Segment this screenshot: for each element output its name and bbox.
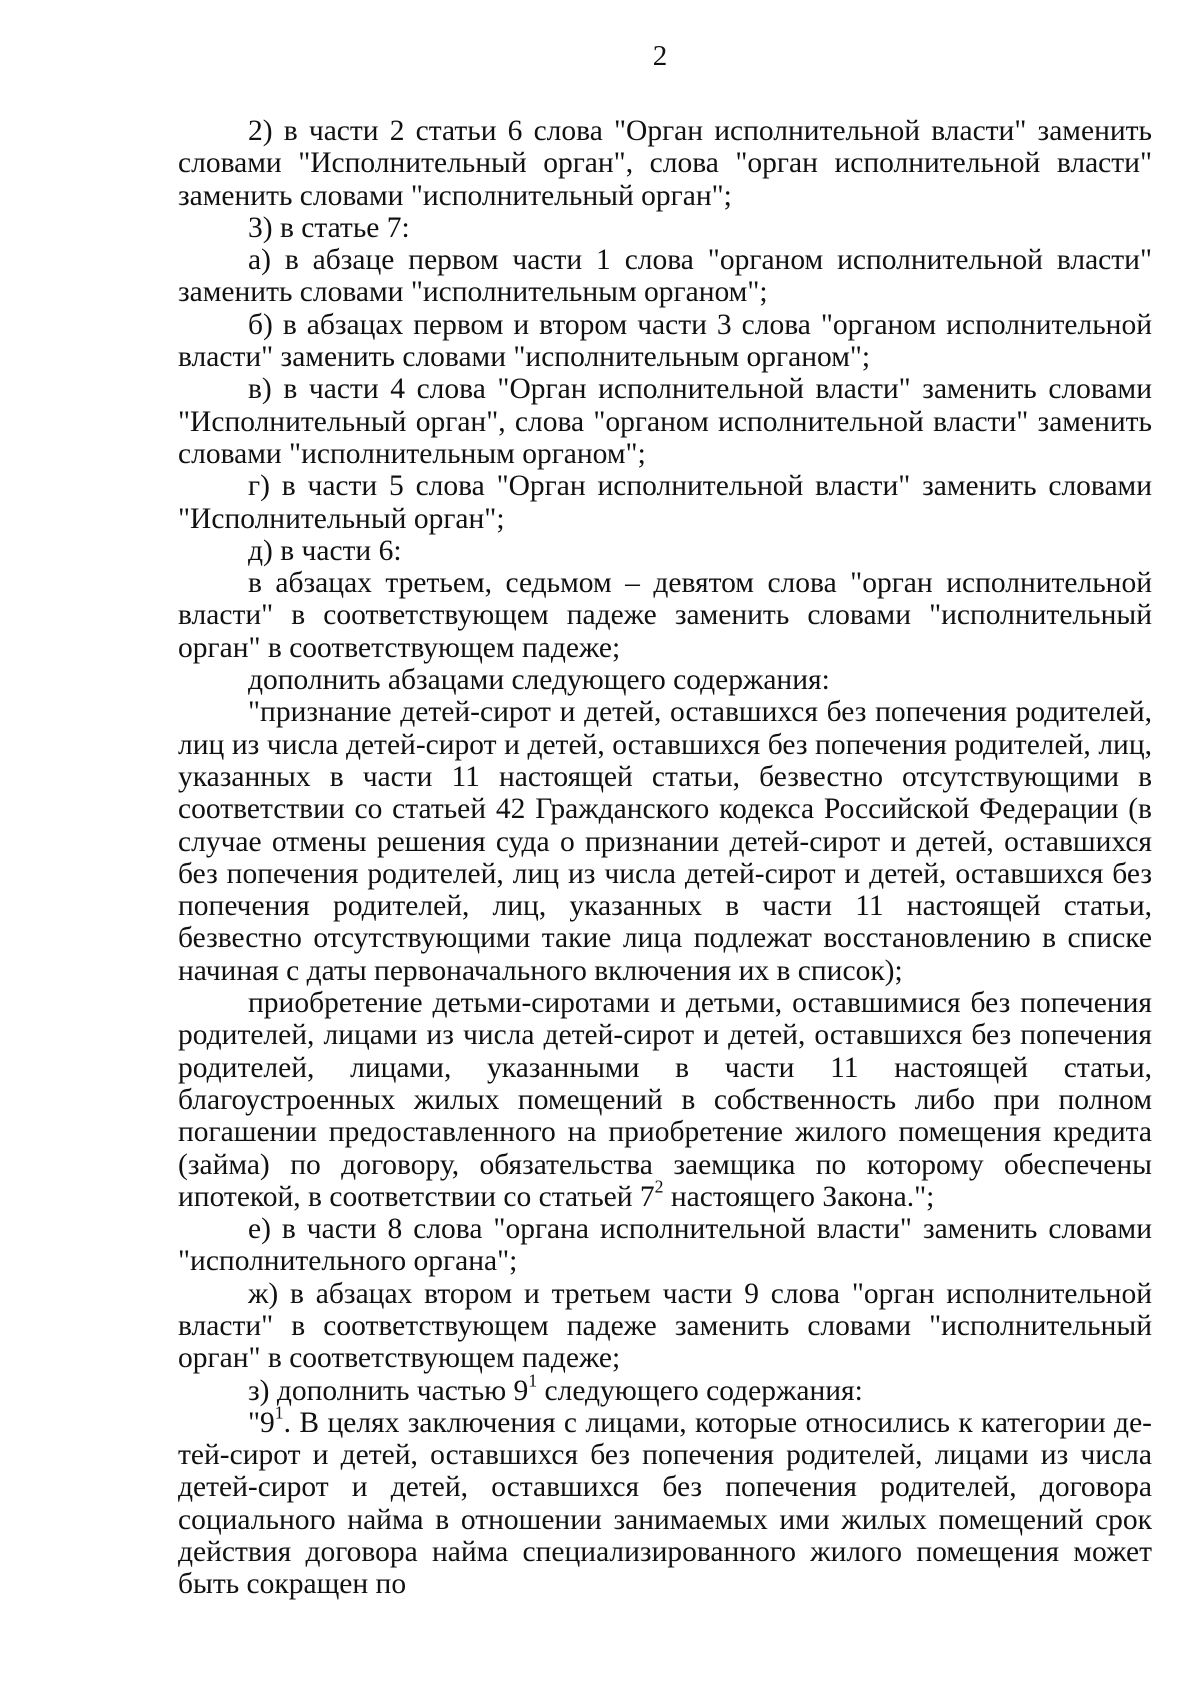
paragraph-text: ж) в абзацах втором и третьем части 9 слова "орган исполнительной власти" в соответствующем падеже заменить словами "исполнительный орган" в соответствующем падеже; [178, 1277, 1152, 1375]
paragraph-text: 3) в статье 7: [248, 211, 410, 244]
paragraph-subitem-g [178, 470, 1152, 535]
paragraph-text: "признание детей-сирот и детей, оставшихся без попечения родителей, лиц из числа детей-сирот и детей, оставшихся без попечения родителей, лиц, указанных в части 11 настоящей статьи, безвестно отсутствующими в соответствии со статьей 42 Гражданского кодекса Российской Федерации (в случае отмены решения суда о признании детей-сирот и детей, оставшихся без попечения родителей, лиц из числа детей-сирот и детей, оставшихся без попечения родителей, лиц, указанных в части 11 настоящей статьи, безвестно отсутствующими такие лица подлежат восстановлению в списке начиная с даты первоначального включения их в список); [178, 696, 1152, 987]
paragraph-text: "9 [248, 1406, 275, 1439]
superscript: 1 [274, 1402, 284, 1423]
paragraph-text: а) в абзаце первом части 1 слова "органом исполнительной власти" заменить словами "исполнительным органом"; [178, 244, 1152, 309]
paragraph-item-3 [178, 212, 1152, 244]
paragraph-text-after: настоящего Закона."; [663, 1180, 935, 1213]
paragraph-text: дополнить абзацами следующего содержания: [248, 664, 830, 697]
paragraph-subitem-v [178, 373, 1152, 470]
superscript: 2 [654, 1176, 664, 1197]
paragraph-text: б) в абзацах первом и втором части 3 слова "органом исполнительной власти" заменить словами "исполнительным органом"; [178, 308, 1152, 374]
document-body [178, 115, 1152, 1601]
paragraph-part-9-1 [178, 1402, 1152, 1601]
paragraph-text-after: . В целях заключения с лицами, которые относились к категории детей-сирот и детей, оставшихся без попечения родителей, лицами из числа детей-сирот и детей, оставшихся без попечения родителей, договора социального найма в отношении занимаемых ими жилых помещений срок действия договора найма специализированного жилого помещения может быть сокращен по [178, 1406, 1152, 1601]
paragraph-text: 2) в части 2 статьи 6 слова "Орган исполнительной власти" заменить словами "Исполнительный орган", слова "орган исполнительной власти" заменить словами "исполнительный орган"; [178, 115, 1152, 212]
paragraph-text: в) в части 4 слова "Орган исполнительной власти" заменить словами "Исполнительный орган", слова "органом исполнительной власти" заменить словами "исполнительным органом"; [178, 373, 1152, 470]
paragraph-text: в абзацах третьем, седьмом – девятом слова "орган исполнительной власти" в соответствующем падеже заменить словами "исполнительный орган" в соответствующем падеже; [178, 567, 1152, 664]
paragraph-text: д) в части 6: [248, 534, 402, 567]
superscript: 1 [528, 1370, 538, 1391]
paragraph-subitem-a [178, 244, 1152, 309]
paragraph-recognition-missing [178, 696, 1152, 987]
paragraph-item-2 [178, 115, 1152, 212]
paragraph-text: з) дополнить частью 9 [248, 1374, 529, 1407]
paragraph-subitem-zh [178, 1278, 1152, 1375]
paragraph-text: приобретение детьми-сиротами и детьми, оставшимися без попечения родителей, лицами из числа детей-сирот и детей, оставшихся без попечения родителей, лицами, указанными в части 11 настоящей статьи, благоустроенных жилых помещений в собственность либо при полном погашении предоставленного на приобретение жилого помещения кредита (займа) по договору, обязательства заемщика по которому обеспечены ипотекой, в соответствии со статьей 7 [178, 987, 1152, 1213]
paragraph-text: е) в части 8 слова "органа исполнительной власти" заменить словами "исполнительного органа"; [178, 1213, 1152, 1278]
paragraph-text-after: следующего содержания: [537, 1374, 863, 1407]
paragraph-subitem-b [178, 309, 1152, 374]
paragraph-replace-terms [178, 567, 1152, 664]
paragraph-subitem-e [178, 1213, 1152, 1278]
paragraph-add-content [178, 664, 1152, 696]
page-number: 2 [652, 40, 668, 72]
paragraph-acquisition [178, 987, 1152, 1213]
paragraph-subitem-z [178, 1370, 1152, 1407]
paragraph-subitem-d [178, 535, 1152, 567]
paragraph-text: г) в части 5 слова "Орган исполнительной власти" заменить словами "Исполнительный орган"; [178, 470, 1152, 535]
